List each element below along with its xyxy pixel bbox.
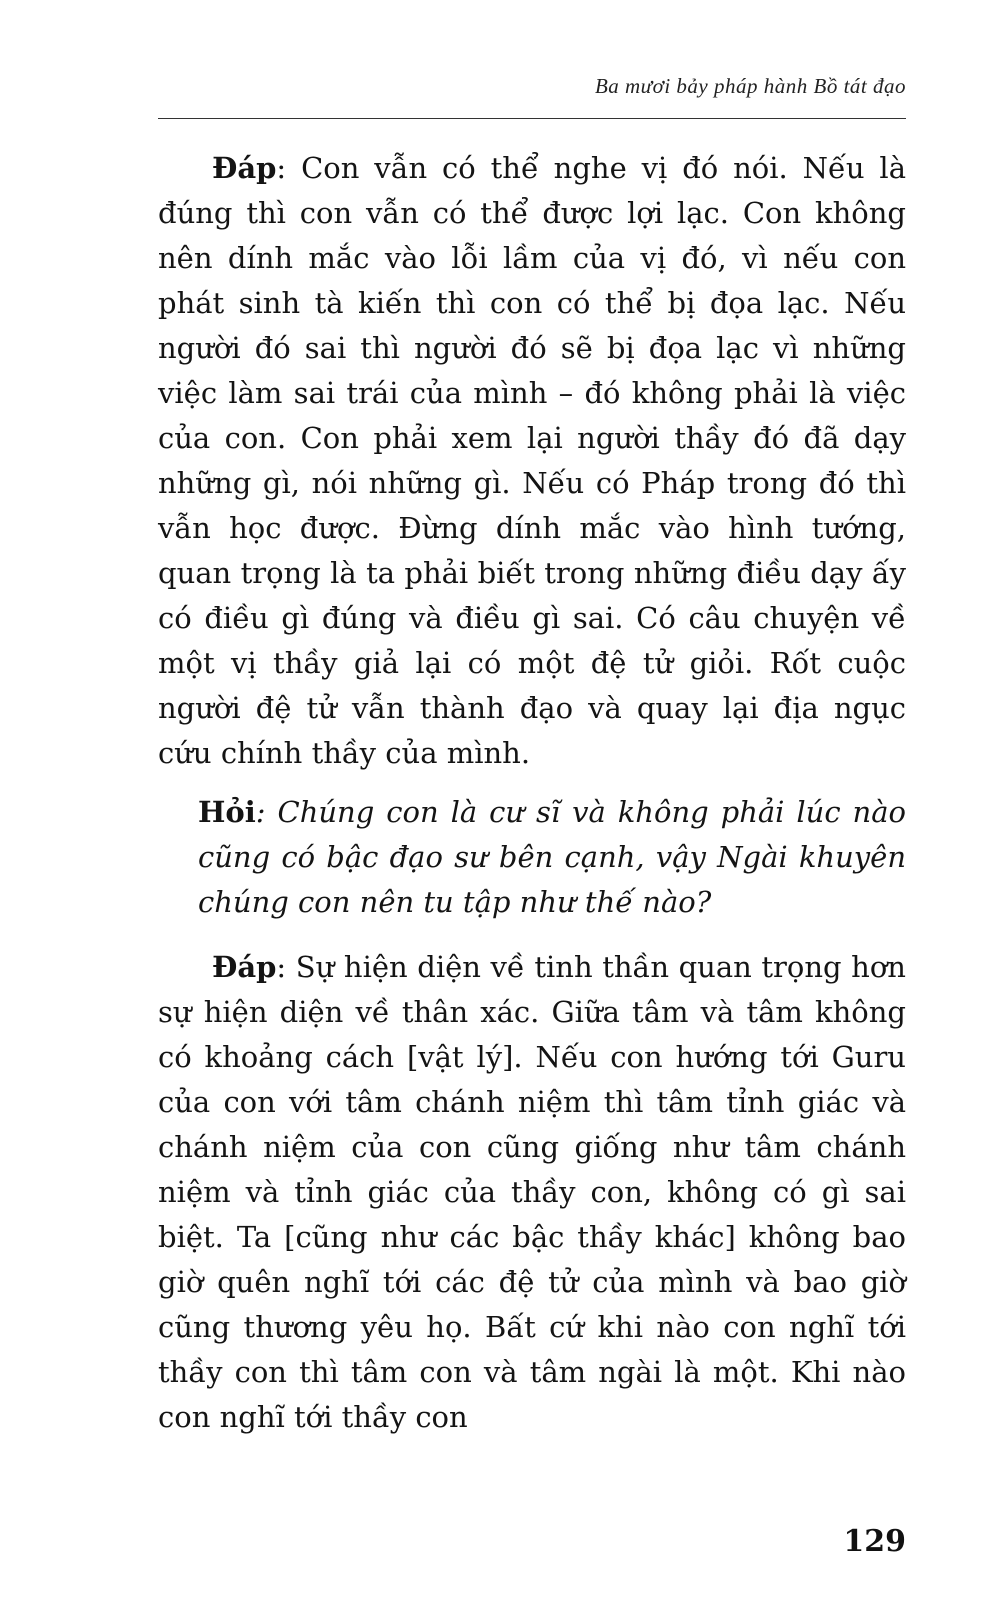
answer-text: Sự hiện diện về tinh thần quan trọng hơn sự hiện diện về thân xác. Giữa tâm và tâm không có khoảng cách [vật lý]. Nếu con hướng tới Guru của con với tâm chánh niệm thì tâm tỉnh giác và chánh niệm của con cũng giống như tâm chánh niệm và tỉnh giác của thầy con, không có gì sai biệt. Ta [cũng như các bậc thầy khác] không bao giờ quên nghĩ tới các đệ tử của mình và bao giờ cũng thương yêu họ. Bất cứ khi nào con nghĩ tới thầy con thì tâm con và tâm ngài là một. Khi nào con nghĩ tới thầy con <box>158 950 906 1434</box>
answer-text: Con vẫn có thể nghe vị đó nói. Nếu là đúng thì con vẫn có thể được lợi lạc. Con không nên dính mắc vào lỗi lầm của vị đó, vì nếu con phát sinh tà kiến thì con có thể bị đọa lạc. Nếu người đó sai thì người đó sẽ bị đọa lạc vì những việc làm sai trái của mình – đó không phải là việc của con. Con phải xem lại người thầy đó đã dạy những gì, nói những gì. Nếu có Pháp trong đó thì vẫn học được. Đừng dính mắc vào hình tướng, quan trọng là ta phải biết trong những điều dạy ấy có điều gì đúng và điều gì sai. Có câu chuyện về một vị thầy giả lại có một đệ tử giỏi. Rốt cuộc người đệ tử vẫn thành đạo và quay lại địa ngục cứu chính thầy của mình. <box>158 151 906 770</box>
page-number: 129 <box>843 1524 906 1559</box>
question-paragraph: Hỏi: Chúng con là cư sĩ và không phải lúc nào cũng có bậc đạo sư bên cạnh, vậy Ngài khuyên chúng con nên tu tập như thế nào? <box>198 795 906 919</box>
answer-paragraph: Đáp: Sự hiện diện về tinh thần quan trọng hơn sự hiện diện về thân xác. Giữa tâm và tâm không có khoảng cách [vật lý]. Nếu con hướng tới Guru của con với tâm chánh niệm thì tâm tỉnh giác và chánh niệm của con cũng giống như tâm chánh niệm và tỉnh giác của thầy con, không có gì sai biệt. Ta [cũng như các bậc thầy khác] không bao giờ quên nghĩ tới các đệ tử của mình và bao giờ cũng thương yêu họ. Bất cứ khi nào con nghĩ tới thầy con thì tâm con và tâm ngài là một. Khi nào con nghĩ tới thầy con <box>158 950 906 1434</box>
question-text: Chúng con là cư sĩ và không phải lúc nào cũng có bậc đạo sư bên cạnh, vậy Ngài khuyên chúng con nên tu tập như thế nào? <box>198 795 906 919</box>
running-header: Ba mươi bảy pháp hành Bồ tát đạo <box>594 74 906 98</box>
answer-label: Đáp <box>212 950 277 984</box>
header-divider <box>158 118 906 119</box>
answer-paragraph: Đáp: Con vẫn có thể nghe vị đó nói. Nếu là đúng thì con vẫn có thể được lợi lạc. Con không nên dính mắc vào lỗi lầm của vị đó, vì nếu con phát sinh tà kiến thì con có thể bị đọa lạc. Nếu người đó sai thì người đó sẽ bị đọa lạc vì những việc làm sai trái của mình – đó không phải là việc của con. Con phải xem lại người thầy đó đã dạy những gì, nói những gì. Nếu có Pháp trong đó thì vẫn học được. Đừng dính mắc vào hình tướng, quan trọng là ta phải biết trong những điều dạy ấy có điều gì đúng và điều gì sai. Có câu chuyện về một vị thầy giả lại có một đệ tử giỏi. Rốt cuộc người đệ tử vẫn thành đạo và quay lại địa ngục cứu chính thầy của mình. <box>158 151 906 770</box>
answer-label: Đáp <box>212 151 277 185</box>
page-body <box>158 146 906 1440</box>
question-label: Hỏi <box>198 795 256 829</box>
